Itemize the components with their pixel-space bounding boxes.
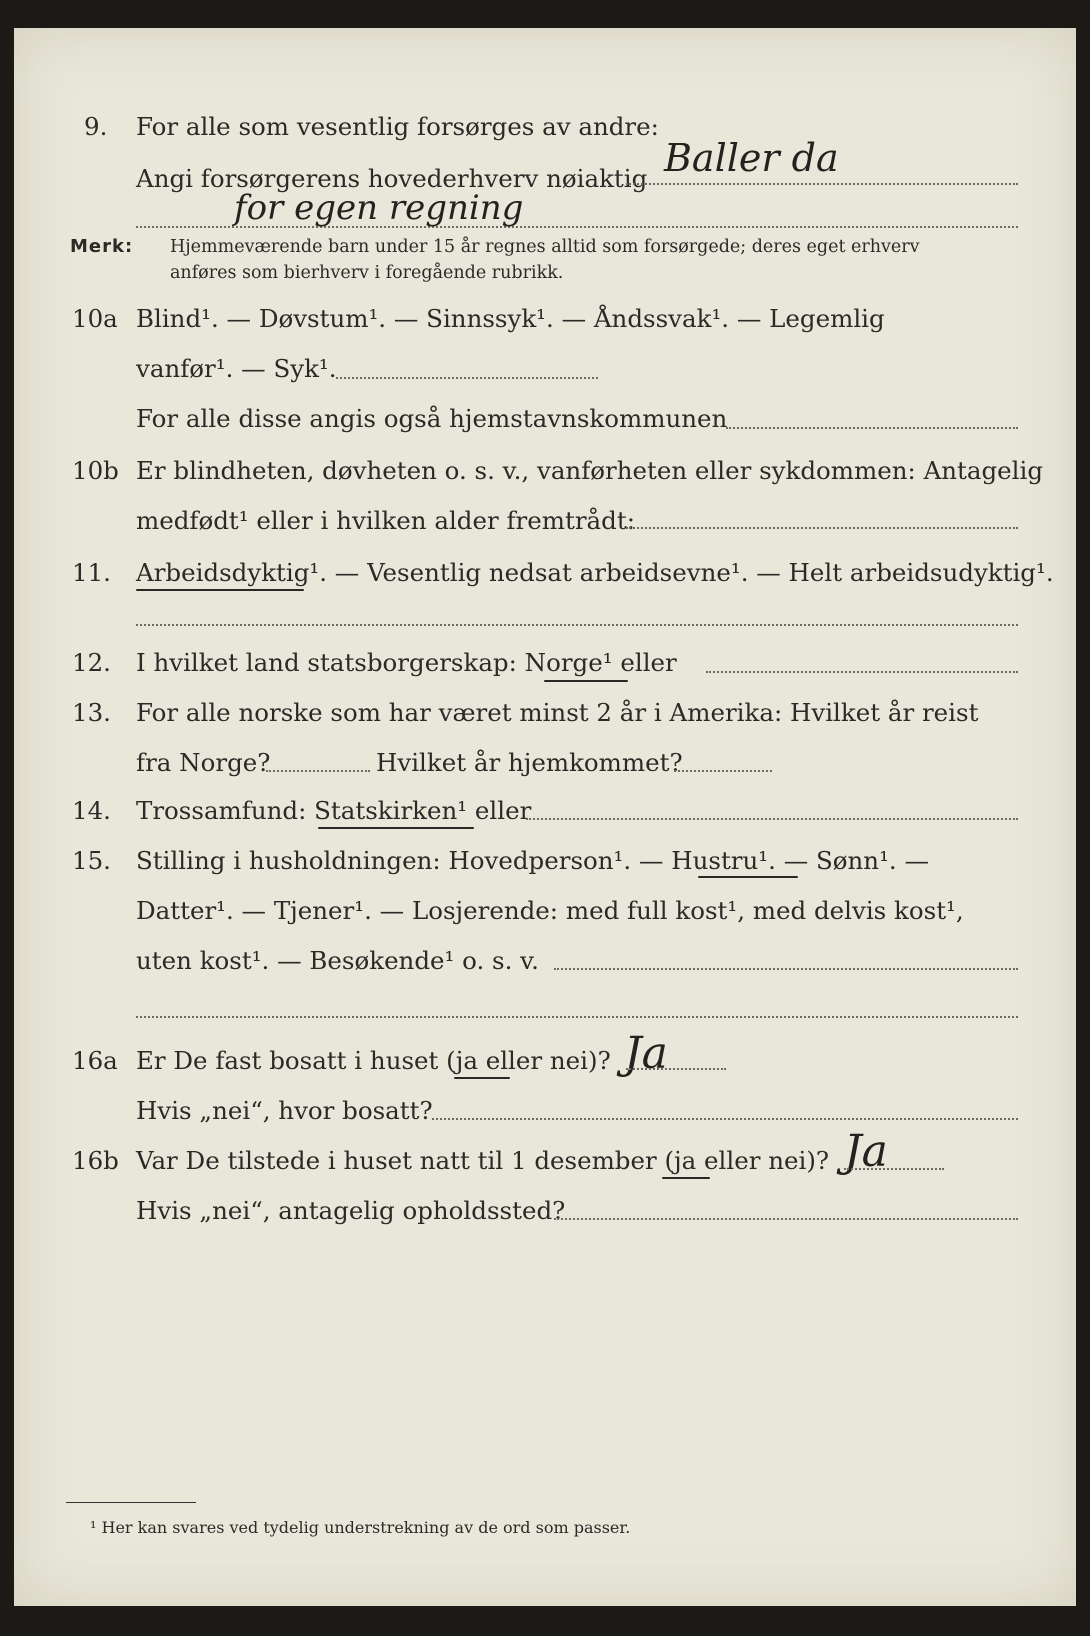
q15-fill-line-2 — [136, 1016, 1018, 1018]
q16b-underline-mark — [662, 1177, 710, 1179]
q13-returned-label: Hvilket år hjemkommet? — [376, 748, 683, 777]
q15-underline-mark — [698, 876, 798, 878]
q16b-presence: Var De tilstede i huset natt til 1 desember (ja eller nei)? — [136, 1146, 830, 1175]
q10b-question-cont: medfødt¹ eller i hvilken alder fremtrådt: — [136, 506, 635, 535]
q9-occupation-fill-line — [626, 183, 1018, 185]
q16b-whereabouts-fill-line — [554, 1218, 1018, 1220]
q10a-home-municipality: For alle disse angis også hjemstavnskommunen — [136, 404, 728, 433]
q15-household-position-cont: Datter¹. — Tjener¹. — Losjerende: med full kost¹, med delvis kost¹, — [136, 896, 964, 925]
q16a-fill-line — [626, 1068, 726, 1070]
item-number-9: 9. — [84, 112, 108, 141]
q11-fill-line — [136, 624, 1018, 626]
q13-america: For alle norske som har været minst 2 år i Amerika: Hvilket år reist — [136, 698, 979, 727]
q16b-whereabouts-label: Hvis „nei“, antagelig opholdssted? — [136, 1196, 566, 1225]
item-number-10b: 10b — [72, 456, 119, 485]
note-label: Merk: — [70, 236, 134, 257]
footnote: ¹ Her kan svares ved tydelig understrekning av de ord som passer. — [90, 1518, 631, 1537]
q11-work-ability: Arbeidsdyktig¹. — Vesentlig nedsat arbeidsevne¹. — Helt arbeidsudyktig¹. — [136, 558, 1054, 587]
q14-underline-mark — [318, 827, 474, 829]
q16a-handwritten-answer: Ja — [624, 1028, 668, 1079]
note-text-line2: anføres som bierhverv i foregående rubrikk. — [170, 263, 564, 283]
q16a-underline-mark — [454, 1077, 510, 1079]
q16a-residence: Er De fast bosatt i huset (ja eller nei)? — [136, 1046, 611, 1075]
q13-emigrated-label: fra Norge? — [136, 748, 271, 777]
q13-emigrated-fill-line — [266, 770, 370, 772]
q14-fill-line — [526, 818, 1018, 820]
item-number-13: 13. — [72, 698, 111, 727]
q12-fill-line — [706, 671, 1018, 673]
item-number-11: 11. — [72, 558, 111, 587]
item-number-15: 15. — [72, 846, 111, 875]
census-form-page — [14, 28, 1076, 1606]
q10b-fill-line — [626, 527, 1018, 529]
item-number-12: 12. — [72, 648, 111, 677]
q16b-handwritten-answer: Ja — [844, 1126, 888, 1177]
q12-underline-mark — [544, 680, 628, 682]
q10a-disabilities-cont: vanfør¹. — Syk¹. — [136, 354, 337, 383]
footnote-rule — [66, 1502, 196, 1503]
q10a-disabilities: Blind¹. — Døvstum¹. — Sinnssyk¹. — Åndssvak¹. — Legemlig — [136, 304, 885, 333]
q9-handwritten-answer: Baller da — [664, 136, 839, 180]
note-text-line1: Hjemmeværende barn under 15 år regnes alltid som forsørgede; deres eget erhverv — [170, 237, 920, 257]
q12-citizenship: I hvilket land statsborgerskap: Norge¹ eller — [136, 648, 677, 677]
q15-fill-line — [554, 968, 1018, 970]
q10a-municipality-fill-line — [726, 427, 1018, 429]
q15-household-position-cont2: uten kost¹. — Besøkende¹ o. s. v. — [136, 946, 539, 975]
q11-underline-mark — [136, 589, 304, 591]
q9-handwritten-answer-2: for egen regning — [234, 188, 524, 228]
q13-returned-fill-line — [674, 770, 772, 772]
q9-occupation-label: Angi forsørgerens hovederhverv nøiaktig — [136, 164, 648, 193]
item-number-16a: 16a — [72, 1046, 118, 1075]
q16a-where-label: Hvis „nei“, hvor bosatt? — [136, 1096, 433, 1125]
q10b-question: Er blindheten, døvheten o. s. v., vanførheten eller sykdommen: Antagelig — [136, 456, 1044, 485]
item-number-10a: 10a — [72, 304, 118, 333]
q10a-fill-line — [336, 377, 598, 379]
q9-question: For alle som vesentlig forsørges av andre: — [136, 112, 659, 141]
q15-household-position: Stilling i husholdningen: Hovedperson¹. — Hustru¹. — Sønn¹. — — [136, 846, 929, 875]
item-number-14: 14. — [72, 796, 111, 825]
q16b-fill-line — [844, 1168, 944, 1170]
q14-religion: Trossamfund: Statskirken¹ eller — [136, 796, 532, 825]
q16a-where-fill-line — [432, 1118, 1018, 1120]
item-number-16b: 16b — [72, 1146, 119, 1175]
